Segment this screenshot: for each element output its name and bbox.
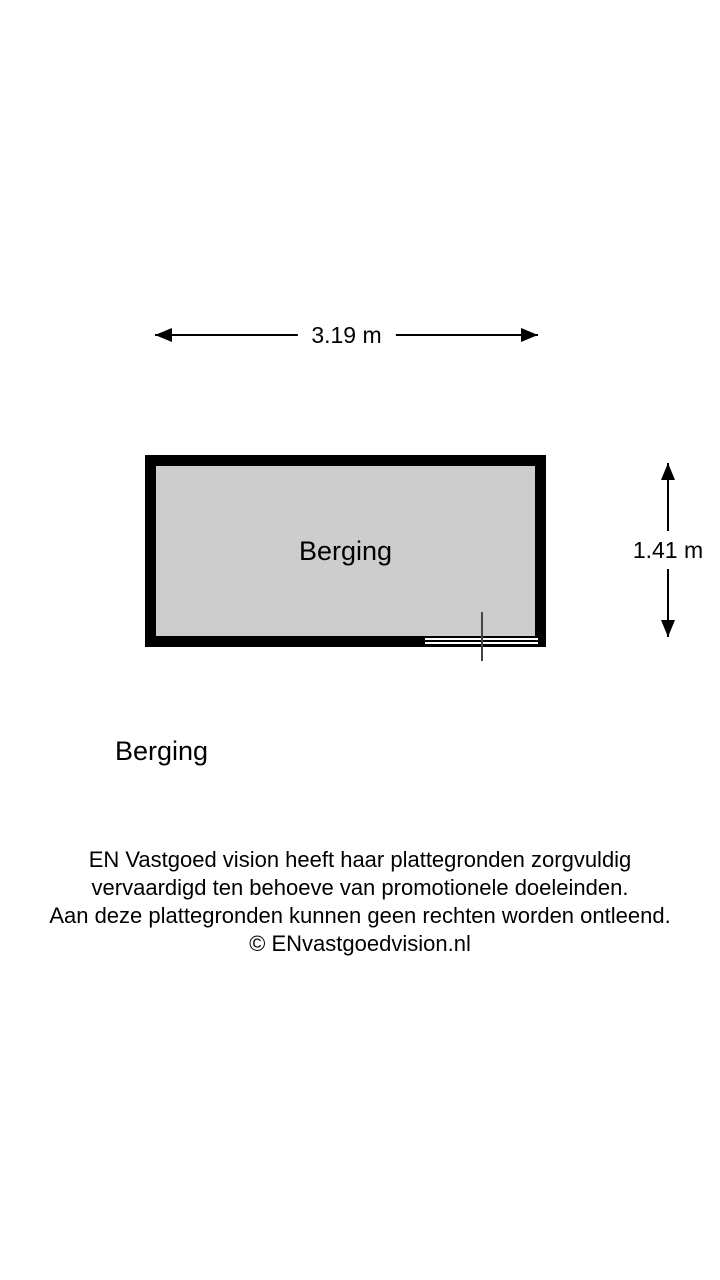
height-dimension <box>632 463 704 637</box>
floor-title: Berging <box>115 736 209 766</box>
width-dimension-label: 3.19 m <box>297 321 395 349</box>
copyright-line: © ENvastgoedvision.nl <box>249 931 471 956</box>
width-dimension <box>155 322 538 348</box>
arrow-right-icon <box>521 328 538 342</box>
arrow-down-icon <box>661 620 675 637</box>
arrow-left-icon <box>155 328 172 342</box>
disclaimer-line-2: vervaardigd ten behoeve van promotionele doeleinden. <box>91 875 629 900</box>
height-dimension-label: 1.41 m <box>633 531 703 569</box>
room-berging <box>145 455 546 647</box>
window-center-tick <box>481 612 483 661</box>
disclaimer-block <box>0 846 720 958</box>
disclaimer-line-1: EN Vastgoed vision heeft haar plattegronden zorgvuldig <box>88 847 632 872</box>
arrow-up-icon <box>661 463 675 480</box>
disclaimer-line-3: Aan deze plattegronden kunnen geen rechten worden ontleend. <box>49 903 671 928</box>
room-label-berging: Berging <box>298 536 393 566</box>
